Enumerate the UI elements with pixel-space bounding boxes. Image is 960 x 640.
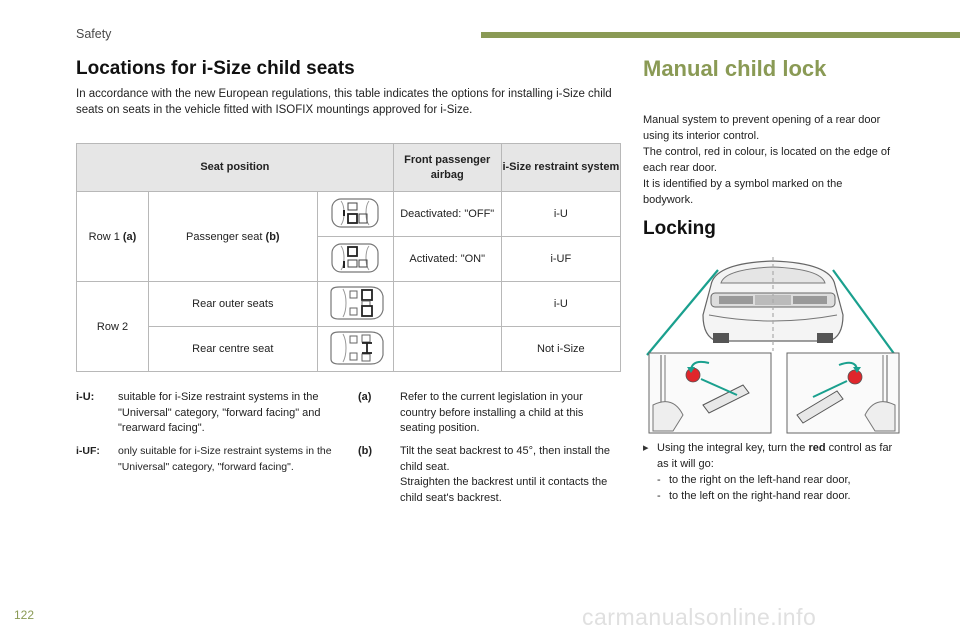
note-iuf-text: only suitable for i-Size restraint systems in the "Universal" category, "forward facing". xyxy=(118,445,332,473)
car-rear-outer-seats-icon xyxy=(323,284,387,322)
list-item: - to the right on the left-hand rear door, xyxy=(657,474,851,486)
table-header-row xyxy=(77,144,621,192)
description-line: Manual system to prevent opening of a rear door using its interior control. xyxy=(643,114,881,142)
car-icon-cell-centre xyxy=(317,327,393,372)
triangle-bullet-icon: ▸ xyxy=(643,442,649,454)
row2-outer-seat: Rear outer seats xyxy=(148,282,317,327)
isize-seat-table xyxy=(76,143,621,372)
watermark-text: carmanualsonline.info xyxy=(582,604,817,630)
row1-seat-cell xyxy=(148,192,317,282)
row1-airbag-on: Activated: "ON" xyxy=(393,237,501,282)
row2-centre-seat: Rear centre seat xyxy=(148,327,317,372)
row2-label-cell xyxy=(77,282,149,372)
row1-label: Row 1 xyxy=(88,230,120,243)
row1-label-ref: (a) xyxy=(122,230,137,243)
car-icon-cell-outer xyxy=(317,282,393,327)
row1-label-cell xyxy=(77,192,149,282)
note-iu-key: i-U: xyxy=(76,391,95,403)
row1-airbag-off: Deactivated: "OFF" xyxy=(393,192,501,237)
table-row xyxy=(77,192,621,237)
car-rear-centre-seat-icon xyxy=(323,329,387,367)
row1-system-on: i-UF xyxy=(501,237,620,282)
car-front-seat-icon xyxy=(327,241,383,275)
note-a xyxy=(358,390,620,437)
child-lock-illustration xyxy=(643,255,903,435)
list-item: - to the left on the right-hand rear door. xyxy=(657,490,851,502)
row2-outer-system: i-U xyxy=(501,282,620,327)
description-line: It is identified by a symbol marked on the bodywork. xyxy=(643,178,843,206)
car-front-seat-icon xyxy=(327,196,383,230)
header-seat-position: Seat position xyxy=(77,144,394,192)
left-door-lock-image xyxy=(649,353,771,433)
row2-centre-airbag xyxy=(393,327,501,372)
row1-seat: Passenger seat xyxy=(186,230,263,243)
note-iuf-key: i-UF: xyxy=(76,445,100,457)
note-a-key: (a) xyxy=(358,391,372,403)
section-header-bar xyxy=(481,32,960,38)
note-iuf xyxy=(76,444,346,475)
locking-title: Locking xyxy=(643,218,716,239)
row2-label: Row 2 xyxy=(96,320,129,333)
instruction-text xyxy=(657,440,903,472)
table-row xyxy=(77,282,621,327)
section-header-label: Safety xyxy=(76,27,112,41)
instruction-red: red xyxy=(808,442,826,454)
instruction-post: control as far as it will go: xyxy=(657,442,893,470)
note-a-text: Refer to the current legislation in your country before installing a child at this seating position. xyxy=(400,391,584,434)
note-b xyxy=(358,444,620,506)
page-number: 122 xyxy=(14,608,35,622)
note-iu xyxy=(76,390,341,437)
note-b-text1: Tilt the seat backrest to 45°, then install the child seat. xyxy=(400,445,611,473)
child-lock-description xyxy=(643,112,893,208)
header-isize-system: i-Size restraint system xyxy=(501,144,620,192)
locking-instructions xyxy=(643,440,903,504)
instruction-pre: Using the integral key, turn the xyxy=(657,442,806,454)
left-section-title: Locations for i-Size child seats xyxy=(76,58,355,79)
header-front-airbag: Front passenger airbag xyxy=(393,144,501,192)
row2-centre-system: Not i-Size xyxy=(501,327,620,372)
row2-outer-airbag xyxy=(393,282,501,327)
row1-seat-ref: (b) xyxy=(265,230,280,243)
description-line: The control, red in colour, is located on the edge of each rear door. xyxy=(643,146,891,174)
row1-system-off: i-U xyxy=(501,192,620,237)
intro-paragraph: In accordance with the new European regulations, this table indicates the options for installing i-Size child seats on seats in the vehicle fitted with ISOFIX mountings approved for i-Size. xyxy=(76,88,612,116)
car-icon-cell-on xyxy=(317,237,393,282)
note-iu-text: suitable for i-Size restraint systems in the "Universal" category, "forward facing" and "rearward facing". xyxy=(118,391,321,434)
right-door-lock-image xyxy=(787,353,899,433)
table-row xyxy=(77,327,621,372)
car-icon-cell-off xyxy=(317,192,393,237)
instruction-row xyxy=(643,440,903,472)
note-b-key: (b) xyxy=(358,445,373,457)
note-b-text2: Straighten the backrest until it contacts the child seat's backrest. xyxy=(400,476,608,504)
sub-item-left-door: to the right on the left-hand rear door, xyxy=(669,474,851,486)
right-section-title: Manual child lock xyxy=(643,56,827,81)
sub-item-right-door: to the left on the right-hand rear door. xyxy=(669,490,851,502)
